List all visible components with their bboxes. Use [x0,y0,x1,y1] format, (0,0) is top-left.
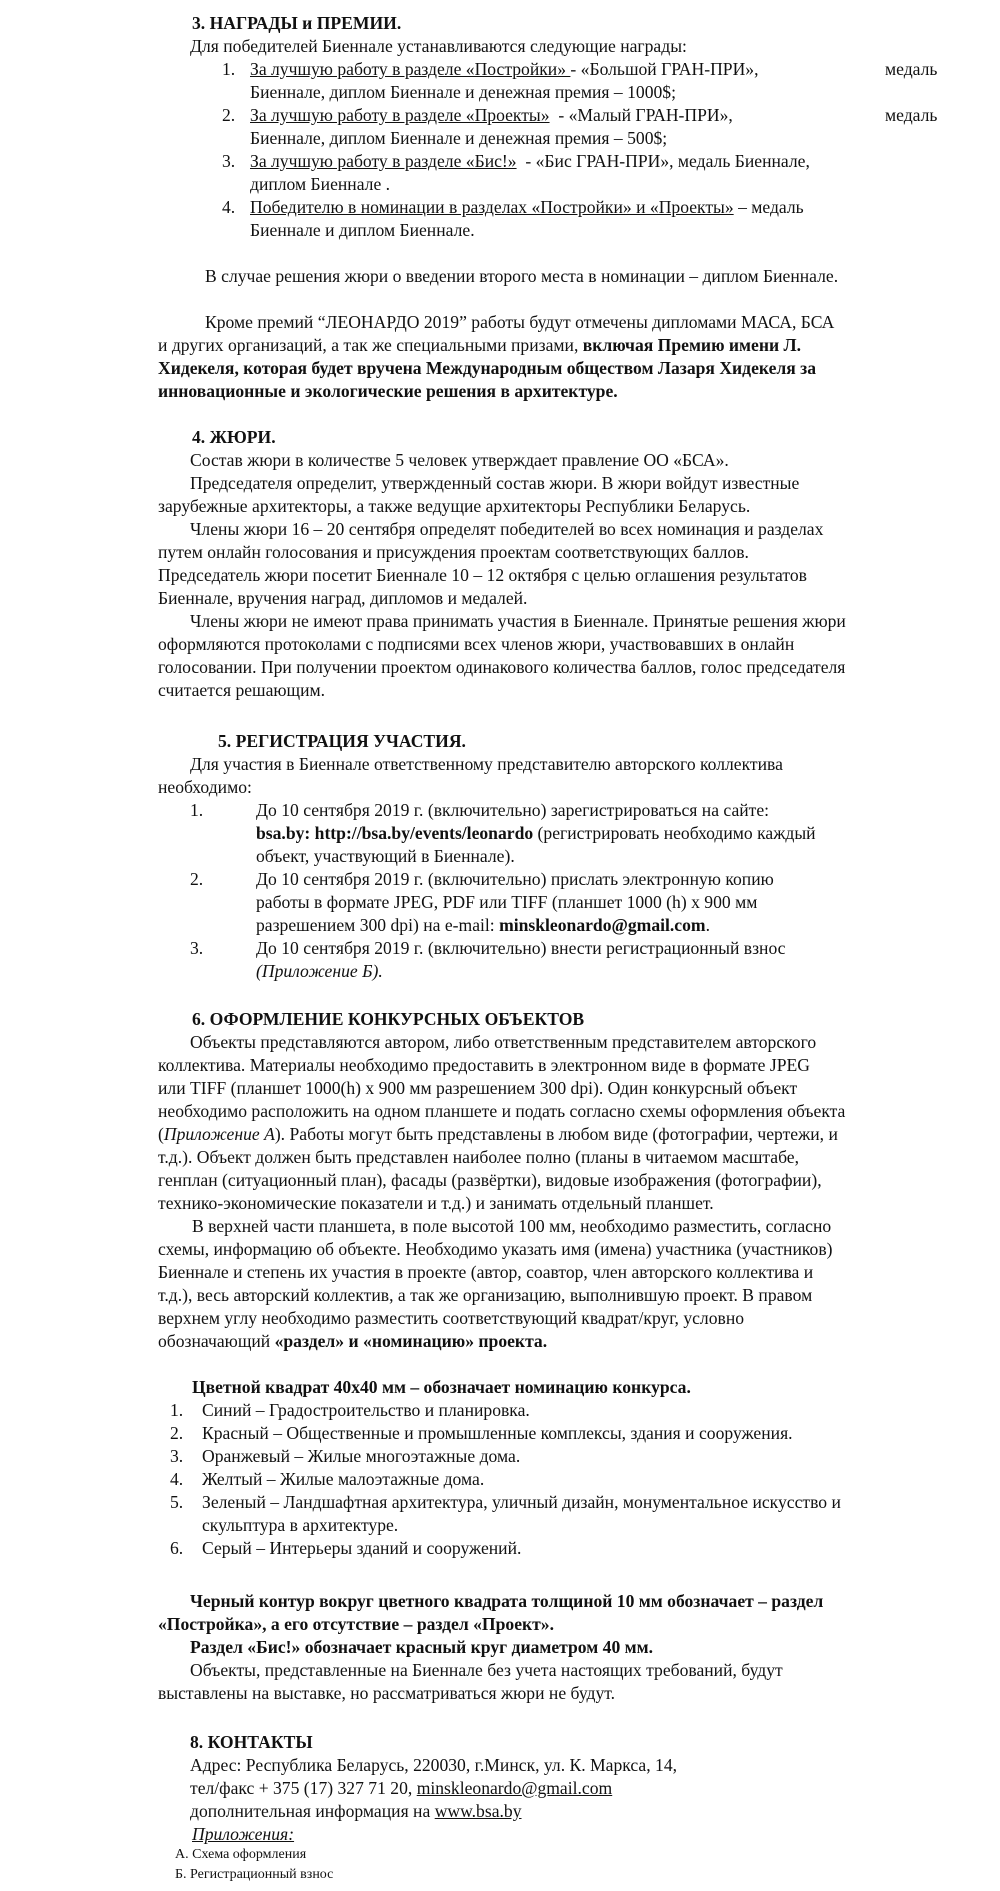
design-line13: верхнем углу необходимо разместить соответствующий квадрат/круг, условно [158,1308,745,1328]
contacts-info: дополнительная информация на www.bsa.by [190,1801,522,1821]
design-line7: генплан (ситуационный план), фасады (развёртки), видовые изображения (фотографии), [158,1170,822,1190]
jury-line9: оформляются протоколами с подписями всех членов жюри, участвовавших в онлайн [158,634,795,654]
design-line6: т.д.). Объект должен быть представлен наиболее полно (планы в читаемом масштабе, [158,1147,800,1167]
award-1-line1: За лучшую работу в разделе «Постройки» - «Большой ГРАН-ПРИ», [250,59,759,79]
registration-step1-number: 1. [190,800,204,820]
registration-step1-line1: До 10 сентября 2019 г. (включительно) зарегистрироваться на сайте: [256,800,770,820]
registration-line1: Для участия в Биеннале ответственному представителю авторского коллектива [190,754,783,774]
contacts-address: Адрес: Республика Беларусь, 220030, г.Минск, ул. К. Маркса, 14, [190,1755,678,1775]
second-place-note: В случае решения жюри о введении второго места в номинации – диплом Биеннале. [205,266,839,286]
requirements-note-line1: Объекты, представленные на Биеннале без учета настоящих требований, будут [190,1660,783,1680]
design-line2: коллектива. Материалы необходимо предоставить в электронном виде в формате JPEG [158,1055,810,1075]
registration-step3-number: 3. [190,938,204,958]
jury-line4: Члены жюри 16 – 20 сентября определят победителей во всех номинация и разделах [190,519,824,539]
black-contour-line2: «Постройка», а его отсутствие – раздел «Проект». [158,1614,554,1634]
design-line10: схемы, информацию об объекте. Необходимо указать имя (имена) участника (участников) [158,1239,833,1259]
jury-line7: Биеннале, вручения наград, дипломов и медалей. [158,588,528,608]
registration-line2: необходимо: [158,777,252,797]
requirements-note-line2: выставлены на выставке, но рассматриваться жюри не будут. [158,1683,616,1703]
award-2-line2: Биеннале, диплом Биеннале и денежная премия – 500$; [250,128,668,148]
registration-step2-line3: разрешением 300 dpi) на e-mail: minskleonardo@gmail.com. [256,915,710,935]
award-3-line1: За лучшую работу в разделе «Бис!» - «Бис ГРАН-ПРИ», медаль Биеннале, [250,151,810,171]
award-2-line1-end: медаль [885,105,938,125]
registration-step2-line1: До 10 сентября 2019 г. (включительно) прислать электронную копию [256,869,774,889]
jury-line6: Председатель жюри посетит Биеннале 10 – 12 октября с целью оглашения результатов [158,565,807,585]
jury-line8: Члены жюри не имеют права принимать участия в Биеннале. Принятые решения жюри [190,611,846,631]
color-item-4-text: Желтый – Жилые малоэтажные дома. [202,1469,485,1489]
design-line12: т.д.), весь авторский коллектив, а так же организацию, выполнившую проект. В правом [158,1285,813,1305]
jury-line10: голосовании. При получении проектом одинакового количества баллов, голос председателя [158,657,846,677]
award-4-line2: Биеннале и диплом Биеннале. [250,220,475,240]
appendix-b: Б. Регистрационный взнос [175,1867,334,1882]
jury-line3: зарубежные архитекторы, а также ведущие архитекторы Республики Беларусь. [158,496,751,516]
color-item-2-text: Красный – Общественные и промышленные комплексы, здания и сооружения. [202,1423,793,1443]
jury-line5: путем онлайн голосования и присуждения проектам соответствующих баллов. [158,542,749,562]
registration-step2-number: 2. [190,869,204,889]
award-1-line2: Биеннале, диплом Биеннале и денежная премия – 1000$; [250,82,676,102]
design-line4: необходимо расположить на одном планшете и подать согласно схемы оформления объекта [158,1101,846,1121]
registration-step3-line1: До 10 сентября 2019 г. (включительно) внести регистрационный взнос [256,938,786,958]
design-line5: (Приложение А). Работы могут быть представлены в любом виде (фотографии, чертежи, и [158,1124,838,1144]
color-item-1-text: Синий – Градостроительство и планировка. [202,1400,530,1420]
design-line11: Биеннале и степень их участия в проекте (автор, соавтор, член авторского коллектива и [158,1262,814,1282]
leonardo-line4: инновационные и экологические решения в архитектуре. [158,381,618,401]
award-2-number: 2. [222,105,236,125]
registration-step2-line2: работы в формате JPEG, PDF или TIFF (планшет 1000 (h) x 900 мм [256,892,758,912]
color-item-1-number: 1. [170,1400,184,1420]
design-line1: Объекты представляются автором, либо ответственным представителем авторского [190,1032,817,1052]
registration-step1-line3: объект, участвующий в Биеннале). [256,846,515,866]
appendix-a: А. Схема оформления [175,1847,307,1862]
award-2-line1: За лучшую работу в разделе «Проекты» - «Малый ГРАН-ПРИ», [250,105,733,125]
registration-step3-line2: (Приложение Б). [256,961,383,981]
award-1-number: 1. [222,59,236,79]
award-4-number: 4. [222,197,236,217]
contacts-phone: тел/факс + 375 (17) 327 71 20, minskleonardo@gmail.com [190,1778,613,1798]
color-item-5-text2: скульптура в архитектуре. [202,1515,399,1535]
jury-line11: считается решающим. [158,680,326,700]
color-item-6-number: 6. [170,1538,184,1558]
appendix-title: Приложения: [192,1824,295,1844]
section-heading-design: 6. ОФОРМЛЕНИЕ КОНКУРСНЫХ ОБЪЕКТОВ [192,1009,585,1029]
color-item-3-number: 3. [170,1446,184,1466]
section-heading-awards: 3. НАГРАДЫ и ПРЕМИИ. [192,13,402,33]
section-heading-registration: 5. РЕГИСТРАЦИЯ УЧАСТИЯ. [218,731,466,751]
design-line9: В верхней части планшета, в поле высотой 100 мм, необходимо разместить, согласно [192,1216,832,1236]
contacts-site-link[interactable]: www.bsa.by [434,1801,522,1821]
color-square-heading: Цветной квадрат 40х40 мм – обозначает номинацию конкурса. [192,1377,691,1397]
award-1-line1-end: медаль [885,59,938,79]
section-heading-jury: 4. ЖЮРИ. [192,427,276,447]
registration-step1-line2: bsa.by: http://bsa.by/events/leonardo (регистрировать необходимо каждый [256,823,816,843]
color-item-4-number: 4. [170,1469,184,1489]
contacts-email-link[interactable]: minskleonardo@gmail.com [416,1778,613,1798]
design-line8: технико-экономические показатели и т.д.) и занимать отдельный планшет. [158,1193,714,1213]
award-3-line2: диплом Биеннале . [250,174,391,194]
jury-line1: Состав жюри в количестве 5 человек утверждает правление ОО «БСА». [190,450,729,470]
color-item-6-text: Серый – Интерьеры зданий и сооружений. [202,1538,522,1558]
color-item-5-number: 5. [170,1492,184,1512]
leonardo-line1: Кроме премий “ЛЕОНАРДО 2019” работы будут отмечены дипломами МАСА, БСА [205,312,835,332]
color-item-2-number: 2. [170,1423,184,1443]
award-4-line1: Победителю в номинации в разделах «Постройки» и «Проекты» – медаль [250,197,804,217]
section-heading-contacts: 8. КОНТАКТЫ [190,1732,313,1752]
design-line14: обозначающий «раздел» и «номинацию» проекта. [158,1331,548,1351]
black-contour-line1: Черный контур вокруг цветного квадрата толщиной 10 мм обозначает – раздел [190,1591,824,1611]
awards-intro: Для победителей Биеннале устанавливаются следующие награды: [190,36,687,56]
color-item-3-text: Оранжевый – Жилые многоэтажные дома. [202,1446,521,1466]
bis-section-note: Раздел «Бис!» обозначает красный круг диаметром 40 мм. [190,1637,654,1657]
jury-line2: Председателя определит, утвержденный состав жюри. В жюри войдут известные [190,473,800,493]
leonardo-line2: и других организаций, а так же специальными призами, включая Премию имени Л. [158,335,802,355]
color-item-5-text: Зеленый – Ландшафтная архитектура, уличный дизайн, монументальное искусство и [202,1492,841,1512]
award-3-number: 3. [222,151,236,171]
design-line3: или TIFF (планшет 1000(h) x 900 мм разрешением 300 dpi). Один конкурсный объект [158,1078,798,1098]
leonardo-line3: Хидекеля, которая будет вручена Международным обществом Лазаря Хидекеля за [158,358,817,378]
